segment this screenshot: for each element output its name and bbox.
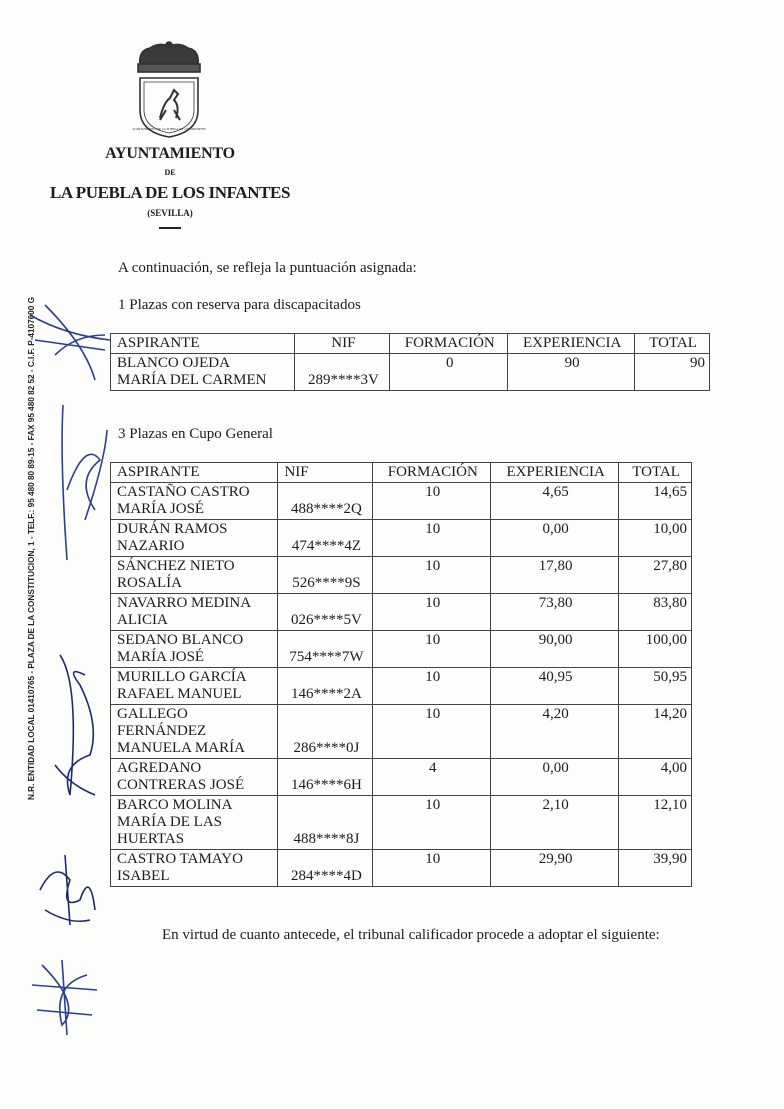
total-cell: 39,90 — [619, 850, 692, 887]
table-row — [111, 850, 692, 887]
aspirante-cell — [111, 850, 278, 887]
header-connector: DE — [164, 168, 176, 177]
aspirante-cell — [111, 631, 278, 668]
aspirante-name-line: MANUELA MARÍA — [117, 740, 245, 756]
total-cell: 83,80 — [619, 594, 692, 631]
header-province: (SEVILLA) — [147, 208, 193, 218]
experiencia-cell: 17,80 — [491, 557, 619, 594]
aspirante-name-line: CASTAÑO CASTRO — [117, 484, 250, 500]
aspirante-cell — [111, 557, 278, 594]
signature-icon — [55, 400, 115, 570]
header-title: AYUNTAMIENTO — [105, 145, 235, 162]
aspirante-cell — [111, 483, 278, 520]
reserved-scores-table — [110, 333, 710, 391]
aspirante-cell — [111, 705, 278, 759]
nif-cell: 488****2Q — [278, 483, 373, 520]
formacion-cell: 10 — [373, 520, 491, 557]
experiencia-cell: 90,00 — [491, 631, 619, 668]
aspirante-name-line: MARÍA JOSÉ — [117, 649, 205, 665]
aspirante-name-line: BARCO MOLINA — [117, 797, 233, 813]
closing-paragraph: En virtud de cuanto antecede, el tribunal calificador procede a adoptar el siguiente: — [162, 927, 660, 943]
signature-icon — [40, 645, 110, 805]
total-cell: 27,80 — [619, 557, 692, 594]
aspirante-name-line: MARÍA JOSÉ — [117, 501, 205, 517]
total-cell: 100,00 — [619, 631, 692, 668]
aspirante-name-line: RAFAEL MANUEL — [117, 686, 242, 702]
aspirante-name-line: DURÁN RAMOS — [117, 521, 228, 537]
aspirante-name-line: SÁNCHEZ NIETO — [117, 558, 235, 574]
aspirante-name-line: ALICIA — [117, 612, 168, 628]
total-cell: 14,20 — [619, 705, 692, 759]
formacion-cell: 10 — [373, 631, 491, 668]
margin-address-note: N.R. ENTIDAD LOCAL 01410765 - PLAZA DE LA CONSTITUCION, 1 - TELF.: 95 480 80 89-15 - FAX 95 480 82 52 - C.I.F. P-4107600 G — [27, 297, 36, 800]
nif-cell: 488****8J — [278, 796, 373, 850]
table-row — [111, 483, 692, 520]
aspirante-name-line: NAVARRO MEDINA — [117, 595, 252, 611]
aspirante-name-line: MARÍA DEL CARMEN — [117, 372, 267, 388]
table-row — [111, 594, 692, 631]
intro-text: A continuación, se refleja la puntuación asignada: — [118, 260, 417, 276]
aspirante-name-line: SEDANO BLANCO — [117, 632, 244, 648]
table-row — [111, 705, 692, 759]
aspirante-name-line: ROSALÍA — [117, 575, 183, 591]
nif-cell: 146****6H — [278, 759, 373, 796]
column-header: EXPERIENCIA — [491, 463, 619, 483]
column-header: NIF — [295, 334, 390, 354]
general-table-body — [111, 483, 692, 887]
table-row — [111, 759, 692, 796]
table-row — [111, 520, 692, 557]
experiencia-cell: 0,00 — [491, 759, 619, 796]
formacion-cell: 10 — [373, 557, 491, 594]
table-header-row — [111, 463, 692, 483]
crest-text: AYUNTAMIENTO DE LA PUEBLA DE LOS INFANTES — [132, 127, 206, 131]
general-scores-table — [110, 462, 692, 887]
table-row — [111, 668, 692, 705]
table-header-row — [111, 334, 710, 354]
nif-cell: 286****0J — [278, 705, 373, 759]
municipal-crest-icon — [130, 40, 208, 140]
experiencia-cell: 90 — [508, 354, 635, 391]
aspirante-cell — [111, 354, 295, 391]
aspirante-cell — [111, 668, 278, 705]
table-row — [111, 796, 692, 850]
column-header: NIF — [278, 463, 373, 483]
formacion-cell: 0 — [390, 354, 508, 391]
nif-cell: 146****2A — [278, 668, 373, 705]
aspirante-name-line: ISABEL — [117, 868, 170, 884]
formacion-cell: 10 — [373, 483, 491, 520]
aspirante-cell — [111, 594, 278, 631]
table-row — [111, 557, 692, 594]
signature-icon — [22, 955, 102, 1040]
section-reserved-heading: 1 Plazas con reserva para discapacitados — [118, 297, 361, 313]
aspirante-name-line: FERNÁNDEZ — [117, 723, 207, 739]
column-header: TOTAL — [619, 463, 692, 483]
nif-cell: 026****5V — [278, 594, 373, 631]
reserved-table-body — [111, 354, 710, 391]
nif-cell: 289****3V — [295, 354, 390, 391]
formacion-cell: 10 — [373, 705, 491, 759]
total-cell: 10,00 — [619, 520, 692, 557]
section-general-heading: 3 Plazas en Cupo General — [118, 426, 273, 442]
nif-cell: 526****9S — [278, 557, 373, 594]
experiencia-cell: 4,20 — [491, 705, 619, 759]
header-divider — [159, 227, 181, 229]
aspirante-name-line: AGREDANO — [117, 760, 202, 776]
total-cell: 14,65 — [619, 483, 692, 520]
nif-cell: 754****7W — [278, 631, 373, 668]
total-cell: 50,95 — [619, 668, 692, 705]
table-row — [111, 631, 692, 668]
column-header: TOTAL — [635, 334, 710, 354]
experiencia-cell: 4,65 — [491, 483, 619, 520]
experiencia-cell: 29,90 — [491, 850, 619, 887]
total-cell: 90 — [635, 354, 710, 391]
aspirante-cell — [111, 796, 278, 850]
signature-icon — [30, 850, 100, 930]
aspirante-name-line: MURILLO GARCÍA — [117, 669, 247, 685]
aspirante-name-line: MARÍA DE LAS — [117, 814, 223, 830]
column-header: EXPERIENCIA — [508, 334, 635, 354]
experiencia-cell: 73,80 — [491, 594, 619, 631]
aspirante-name-line: HUERTAS — [117, 831, 185, 847]
table-row — [111, 354, 710, 391]
formacion-cell: 10 — [373, 796, 491, 850]
column-header: FORMACIÓN — [390, 334, 508, 354]
aspirante-name-line: CASTRO TAMAYO — [117, 851, 243, 867]
aspirante-name-line: NAZARIO — [117, 538, 185, 554]
experiencia-cell: 0,00 — [491, 520, 619, 557]
experiencia-cell: 40,95 — [491, 668, 619, 705]
total-cell: 12,10 — [619, 796, 692, 850]
column-header: ASPIRANTE — [111, 463, 278, 483]
column-header: ASPIRANTE — [111, 334, 295, 354]
aspirante-cell — [111, 520, 278, 557]
aspirante-name-line: CONTRERAS JOSÉ — [117, 777, 245, 793]
nif-cell: 284****4D — [278, 850, 373, 887]
formacion-cell: 4 — [373, 759, 491, 796]
aspirante-name-line: GALLEGO — [117, 706, 188, 722]
signature-icon — [25, 295, 115, 385]
nif-cell: 474****4Z — [278, 520, 373, 557]
aspirante-name-line: BLANCO OJEDA — [117, 355, 230, 371]
total-cell: 4,00 — [619, 759, 692, 796]
formacion-cell: 10 — [373, 594, 491, 631]
experiencia-cell: 2,10 — [491, 796, 619, 850]
header-town: LA PUEBLA DE LOS INFANTES — [49, 183, 291, 202]
aspirante-cell — [111, 759, 278, 796]
formacion-cell: 10 — [373, 850, 491, 887]
formacion-cell: 10 — [373, 668, 491, 705]
column-header: FORMACIÓN — [373, 463, 491, 483]
